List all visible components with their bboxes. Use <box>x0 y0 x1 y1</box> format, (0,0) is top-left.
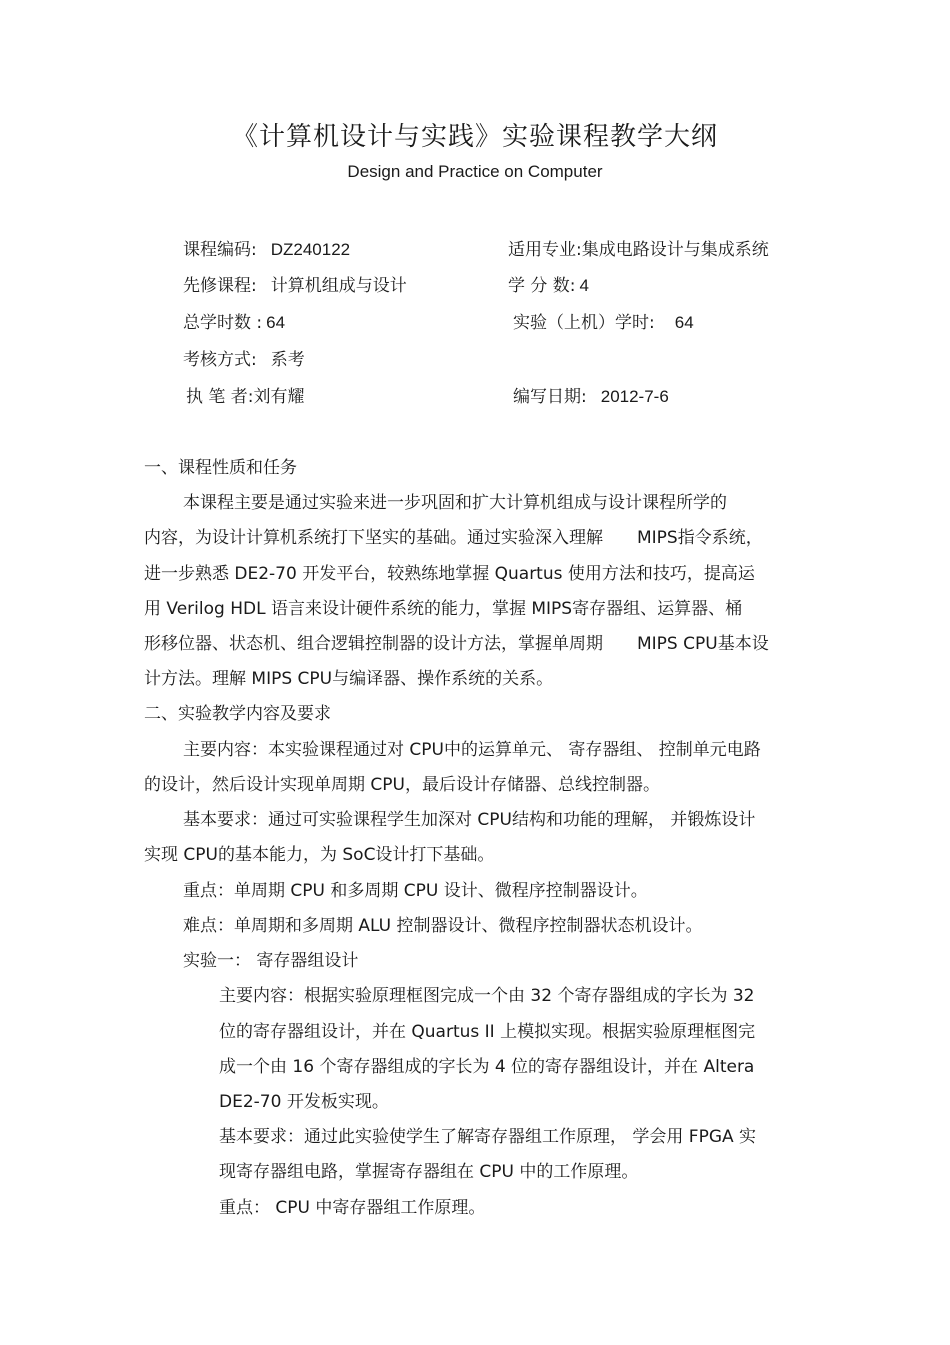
credits-value: 4 <box>579 276 590 295</box>
total-hours-row <box>183 308 285 333</box>
section1-line: 进一步熟悉 DE2-70 开发平台，较熟练地掌握 Quartus 使用方法和技巧，提高运 <box>144 564 755 584</box>
document-subtitle: Design and Practice on Computer <box>347 162 603 181</box>
section1-line: 本课程主要是通过实验来进一步巩固和扩大计算机组成与设计课程所学的 <box>183 493 727 513</box>
exp1-key-point: 重点： CPU 中寄存器组工作原理。 <box>219 1198 486 1218</box>
total-hours-label: 总学时数 : <box>183 313 263 333</box>
exp1-requirement-line: 现寄存器组电路，掌握寄存器组在 CPU 中的工作原理。 <box>219 1162 639 1182</box>
exp1-content-line: 成一个由 16 个寄存器组成的字长为 4 位的寄存器组设计，并在 Altera <box>219 1057 755 1077</box>
course-code-label: 课程编码: <box>183 240 257 260</box>
course-code-value: DZ240122 <box>270 240 351 259</box>
section-heading-2: 二、实验教学内容及要求 <box>144 704 331 724</box>
major-row <box>508 235 769 260</box>
difficulty-point: 难点：单周期和多周期 ALU 控制器设计、微程序控制器状态机设计。 <box>183 916 703 936</box>
credits-label: 学 分 数: <box>508 276 576 296</box>
author-row <box>186 382 305 407</box>
course-code-row <box>183 235 350 260</box>
credits-row <box>508 271 589 296</box>
author-label: 执 笔 者: <box>186 387 254 407</box>
exp1-requirement-line: 基本要求：通过此实验使学生了解寄存器组工作原理， 学会用 FPGA 实 <box>219 1127 757 1147</box>
document-title: 《计算机设计与实践》实验课程教学大纲 <box>231 122 718 152</box>
section1-line: 内容，为设计计算机系统打下坚实的基础。通过实验深入理解 MIPS指令系统， <box>144 528 763 548</box>
section2-requirement-line: 实现 CPU的基本能力，为 SoC设计打下基础。 <box>144 845 495 865</box>
lab-hours-label: 实验（上机）学时: <box>513 313 655 333</box>
assessment-row <box>183 345 305 370</box>
section1-line: 形移位器、状态机、组合逻辑控制器的设计方法，掌握单周期 MIPS CPU基本设 <box>144 634 769 654</box>
assessment-value: 系考 <box>270 350 305 370</box>
major-value: 集成电路设计与集成系统 <box>581 240 769 260</box>
prereq-row <box>183 271 407 296</box>
major-label: 适用专业: <box>508 240 582 260</box>
section2-content-line: 的设计，然后设计实现单周期 CPU，最后设计存储器、总线控制器。 <box>144 775 660 795</box>
section2-requirement-line: 基本要求：通过可实验课程学生加深对 CPU结构和功能的理解， 并锻炼设计 <box>183 810 756 830</box>
lab-hours-value: 64 <box>674 313 694 332</box>
section1-line: 用 Verilog HDL 语言来设计硬件系统的能力，掌握 MIPS寄存器组、运算器、桶 <box>144 599 743 619</box>
exp1-content-line: 位的寄存器组设计，并在 Quartus II 上模拟实现。根据实验原理框图完 <box>219 1022 756 1042</box>
section-heading-1: 一、课程性质和任务 <box>144 458 297 478</box>
author-value: 刘有耀 <box>253 387 305 407</box>
section1-line: 计方法。理解 MIPS CPU与编译器、操作系统的关系。 <box>144 669 554 689</box>
exp1-content-line: DE2-70 开发板实现。 <box>219 1092 389 1112</box>
date-value: 2012-7-6 <box>600 387 669 406</box>
section2-content-line: 主要内容：本实验课程通过对 CPU中的运算单元、 寄存器组、 控制单元电路 <box>183 740 761 760</box>
date-label: 编写日期: <box>513 387 587 407</box>
key-point: 重点：单周期 CPU 和多周期 CPU 设计、微程序控制器设计。 <box>183 881 648 901</box>
experiment-1-title: 实验一： 寄存器组设计 <box>183 951 359 971</box>
prereq-label: 先修课程: <box>183 276 257 296</box>
lab-hours-row <box>513 308 694 333</box>
date-row <box>513 382 669 407</box>
assessment-label: 考核方式: <box>183 350 257 370</box>
total-hours-value: 64 <box>266 313 286 332</box>
prereq-value: 计算机组成与设计 <box>270 276 407 296</box>
exp1-content-line: 主要内容：根据实验原理框图完成一个由 32 个寄存器组成的字长为 32 <box>219 986 755 1006</box>
